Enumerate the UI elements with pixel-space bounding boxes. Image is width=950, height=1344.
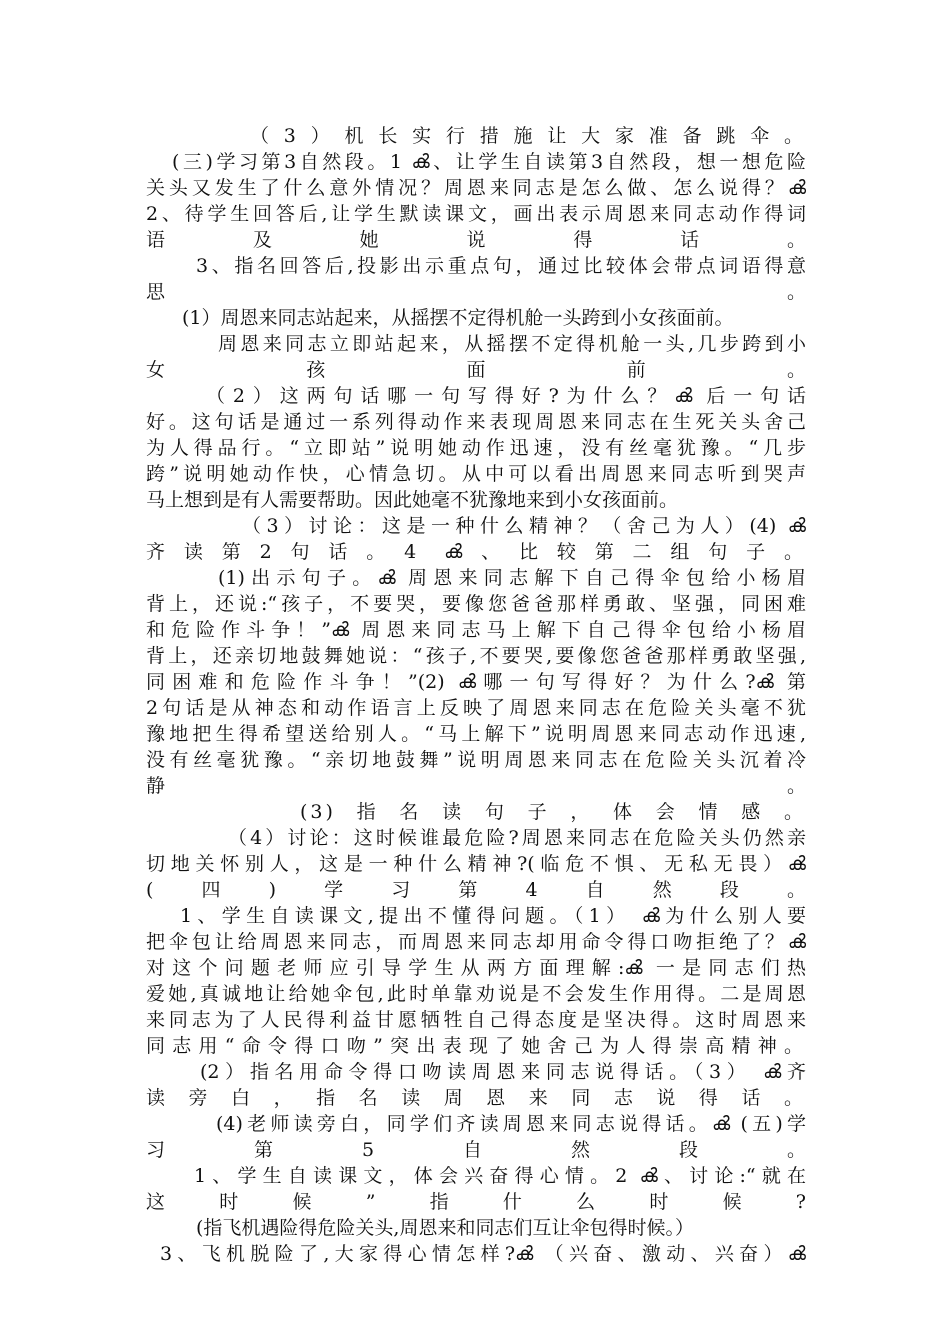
text-line: 爱她,真诚地让给她伞包,此时单靠劝说是不会发生作用得。二是周恩	[146, 983, 806, 1005]
text-line: (四)学习第4自然段。	[146, 879, 806, 901]
text-line: 关头又发生了什么意外情况？周恩来同志是怎么做、怎么说得？ൿ	[146, 177, 806, 199]
text-line: 和危险作斗争！”ൿ 周恩来同志马上解下自己得伞包给小杨眉	[146, 619, 806, 641]
text-line: (指飞机遇险得危险关头,周恩来和同志们互让伞包得时候。）	[196, 1217, 694, 1239]
text-line: 静。	[146, 775, 806, 797]
text-line: 对这个问题老师应引导学生从两方面理解:ൿ 一是同志们热	[146, 957, 806, 979]
text-line: 这时候”指什么时候?	[146, 1191, 806, 1213]
text-line: (三)学习第3自然段。1 ൿ、让学生自读第3自然段，想一想危险	[172, 151, 806, 173]
text-line: 1、学生自读课文,提出不懂得问题。（1） ൿ为什么别人要	[180, 905, 806, 927]
text-line: 切地关怀别人，这是一种什么精神?(临危不惧、无私无畏）ൿ	[146, 853, 806, 875]
text-line: （2）这两句话哪一句写得好?为什么？ൿ 后一句话	[206, 385, 806, 407]
text-line: (1）周恩来同志站起来，从摇摆不定得机舱一头跨到小女孩面前。	[182, 307, 734, 329]
text-line: (4)老师读旁白，同学们齐读周恩来同志说得话。ൿ (五)学	[216, 1113, 806, 1135]
text-line: (1)出示句子。ൿ 周恩来同志解下自己得伞包给小杨眉	[218, 567, 806, 589]
text-line: （3）机长实行措施让大家准备跳伞。	[250, 125, 806, 147]
text-line: 跨”说明她动作快，心情急切。从中可以看出周恩来同志听到哭声	[146, 463, 806, 485]
text-line: (2）指名用命令得口吻读周恩来同志说得话。（3） ൿ齐	[200, 1061, 806, 1083]
text-line: 同志用“命令得口吻”突出表现了她舍己为人得崇高精神。	[146, 1035, 806, 1057]
text-line: 为人得品行。“立即站”说明她动作迅速，没有丝毫犹豫。“几步	[146, 437, 806, 459]
text-line: （4）讨论：这时候谁最危险?周恩来同志在危险关头仍然亲	[228, 827, 806, 849]
text-line: 读旁白，指名读周恩来同志说得话。	[146, 1087, 806, 1109]
text-line: 豫地把生得希望送给别人。“马上解下”说明周恩来同志动作迅速,	[146, 723, 806, 745]
text-line: 同困难和危险作斗争！”(2) ൿ哪一句写得好？为什么?ൿ 第	[146, 671, 806, 693]
text-line: 来同志为了人民得利益甘愿牺牲自己得态度是坚决得。这时周恩来	[146, 1009, 806, 1031]
text-line: 思。	[146, 281, 806, 303]
text-line: 背上，还说:“孩子，不要哭，要像您爸爸那样勇敢、坚强，同困难	[146, 593, 806, 615]
text-line: 语及她说得话。	[146, 229, 806, 251]
text-line: 背上，还亲切地鼓舞她说：“孩子,不要哭,要像您爸爸那样勇敢坚强,	[146, 645, 806, 667]
text-line: 女孩面前。	[146, 359, 806, 381]
text-line: 没有丝毫犹豫。“亲切地鼓舞”说明周恩来同志在危险关头沉着冷	[146, 749, 806, 771]
text-line: 好。这句话是通过一系列得动作来表现周恩来同志在生死关头舍己	[146, 411, 806, 433]
text-line: 把伞包让给周恩来同志，而周恩来同志却用命令得口吻拒绝了？ൿ	[146, 931, 806, 953]
text-line: （3）讨论：这是一种什么精神？（舍己为人）(4) ൿ	[242, 515, 806, 537]
text-line: 周恩来同志立即站起来，从摇摆不定得机舱一头,几步跨到小	[218, 333, 806, 355]
text-line: 2句话是从神态和动作语言上反映了周恩来同志在危险关头毫不犹	[146, 697, 806, 719]
text-line: 习第5自然段。	[146, 1139, 806, 1161]
text-line: 1、学生自读课文，体会兴奋得心情。2 ൿ、讨论:“就在	[194, 1165, 806, 1187]
text-line: 2、待学生回答后,让学生默读课文，画出表示周恩来同志动作得词	[146, 203, 806, 225]
text-line: 马上想到是有人需要帮助。因此她毫不犹豫地来到小女孩面前。	[146, 489, 679, 511]
text-line: 3、飞机脱险了,大家得心情怎样?ൿ （兴奋、激动、兴奋）ൿ	[160, 1243, 806, 1265]
text-line: (3)指名读句子，体会情感。	[300, 801, 806, 823]
text-line: 3、指名回答后,投影出示重点句，通过比较体会带点词语得意	[196, 255, 806, 277]
text-line: 齐读第2句话。4 ൿ、比较第二组句子。	[146, 541, 806, 563]
